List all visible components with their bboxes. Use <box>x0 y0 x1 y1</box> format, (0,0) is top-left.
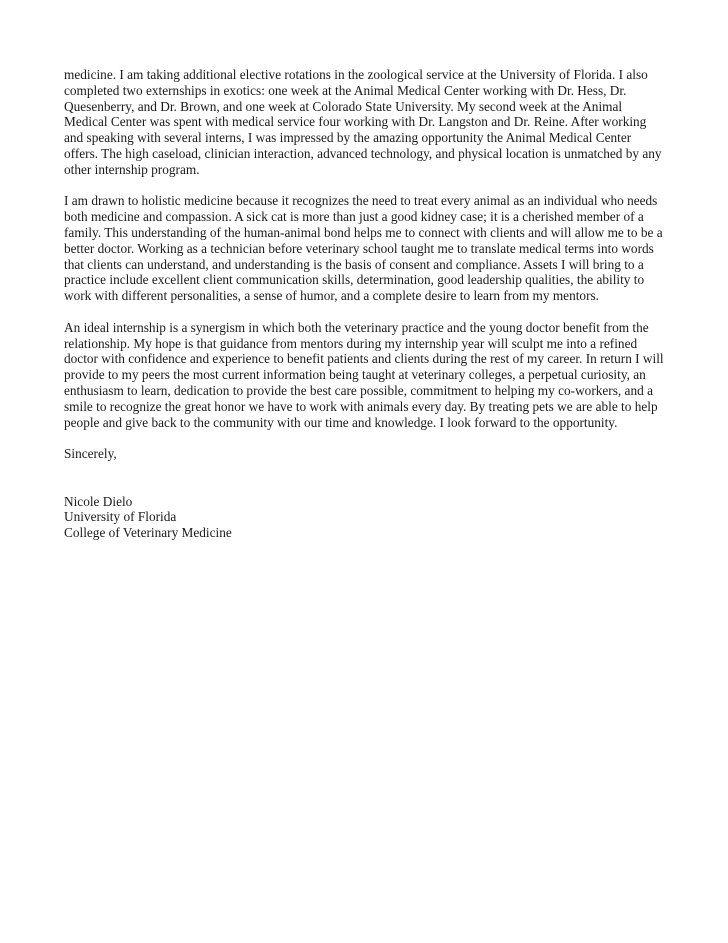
signature-department: College of Veterinary Medicine <box>64 525 232 541</box>
closing-salutation: Sincerely, <box>64 446 117 462</box>
signature-block <box>64 494 664 541</box>
signature-name: Nicole Dielo <box>64 493 133 509</box>
letter-paragraph-3: An ideal internship is a synergism in which both the veterinary practice and the young doctor benefit from the relationship. My hope is that guidance from mentors during my internship year will sculpt me into a refined doctor with confidence and experience to benefit patients and clients during the rest of my career. In return I will provide to my peers the most current information being taught at veterinary colleges, a perpetual curiosity, an enthusiasm to learn, dedication to provide the best care possible, commitment to helping my co-workers, and a smile to recognize the great honor we have to work with animals every day. By treating pets we are able to help people and give back to the community with our time and knowledge. I look forward to the opportunity. <box>64 319 664 430</box>
letter-paragraph-1: medicine. I am taking additional elective rotations in the zoological service at the University of Florida. I also completed two externships in exotics: one week at the Animal Medical Center working with Dr. Hess, Dr. Quesenberry, and Dr. Brown, and one week at Colorado State University. My second week at the Animal Medical Center was spent with medical service four working with Dr. Langston and Dr. Reine. After working and speaking with several interns, I was impressed by the amazing opportunity the Animal Medical Center offers. The high caseload, clinician interaction, advanced technology, and physical location is unmatched by any other internship program. <box>64 67 662 177</box>
letter-page <box>64 67 664 541</box>
signature-institution: University of Florida <box>64 509 177 525</box>
letter-paragraph-2: I am drawn to holistic medicine because it recognizes the need to treat every animal as an individual who needs both medicine and compassion. A sick cat is more than just a good kidney case; it is a cherished member of a family. This understanding of the human-animal bond helps me to connect with clients and will allow me to be a better doctor. Working as a technician before veterinary school taught me to translate medical terms into words that clients can understand, and understanding is the basis of consent and compliance. Assets I will bring to a practice include excellent client communication skills, determination, good leadership qualities, the ability to work with different personalities, a sense of humor, and a complete desire to learn from my mentors. <box>64 193 663 304</box>
